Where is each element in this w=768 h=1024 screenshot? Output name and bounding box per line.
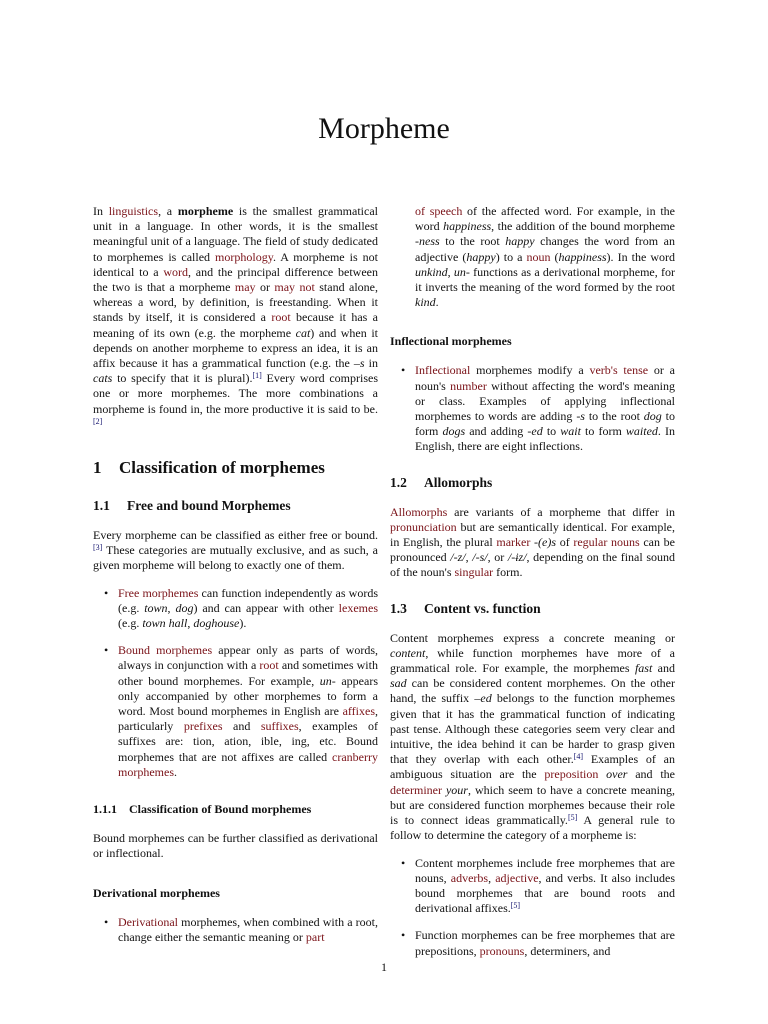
- bound-classification-paragraph: Bound morphemes can be further classified as derivational or inflectional.: [93, 831, 378, 861]
- left-column: [93, 204, 378, 945]
- link-pronouns[interactable]: pronouns: [479, 943, 525, 958]
- page-number: 1: [381, 960, 387, 974]
- link-inflectional[interactable]: Inflectional: [415, 363, 471, 378]
- list-item: • Function morphemes can be free morphemes that are prepositions, pronouns, determiners, and: [401, 928, 675, 958]
- link-bound-morphemes[interactable]: Bound morphemes: [118, 643, 213, 658]
- free-bound-paragraph: Every morpheme can be classified as either free or bound.[3] These categories are mutually exclusive, and as such, a given morpheme will belong to exactly one of them.: [93, 528, 378, 573]
- reference-5[interactable]: [5]: [510, 901, 521, 911]
- link-root[interactable]: root: [271, 310, 291, 325]
- right-column: [390, 204, 675, 959]
- bullet-icon: •: [401, 928, 406, 943]
- list-item: • Bound morphemes appear only as parts of words, always in conjunction with a root and sometimes with other bound morphemes. For example, un- appears only accompanied by other morphemes to form a word. Most bound morphemes in English are affixes, particularly prefixes and suffixes, examples of suffixes are: tion, ation, ible, ing, etc. Bound morphemes that are not affixes are called cranberry morphemes.: [104, 643, 379, 779]
- link-free-morphemes[interactable]: Free morphemes: [118, 585, 199, 600]
- reference-4[interactable]: [4]: [573, 752, 584, 762]
- link-part-of-speech-start[interactable]: part: [305, 929, 325, 944]
- link-linguistics[interactable]: linguistics: [108, 204, 159, 218]
- page-title: Morpheme: [318, 112, 450, 145]
- subsection-heading-content-function: 1.3 Content vs. function: [390, 600, 541, 616]
- derivational-continued-paragraph: of speech of the affected word. For example, in the word happiness, the addition of the bound morpheme -ness to the root happy changes the word from an adjective (happy) to a noun (happiness). In the word unkind, un- functions as a derivational morpheme, for it inverts the meaning of the word formed by the root kind.: [415, 204, 676, 310]
- link-pronunciation[interactable]: pronunciation: [390, 519, 457, 534]
- reference-3[interactable]: [3]: [93, 543, 103, 553]
- link-derivational[interactable]: Derivational: [118, 914, 178, 929]
- subsection-heading-allomorphs: 1.2 Allomorphs: [390, 474, 493, 490]
- section-heading-classification: 1 Classification of morphemes: [93, 458, 325, 478]
- list-item: • Free morphemes can function independently as words (e.g. town, dog) and can appear with other lexemes (e.g. town hall, doghouse).: [104, 585, 379, 631]
- allomorphs-paragraph: Allomorphs are variants of a morpheme that differ in pronunciation but are semantically identical. For example, in English, the plural marker -(e)s of regular nouns can be pronounced /-z/, /-s/, or /-ɨz/, depending on the final sound of the noun's singular form.: [390, 504, 676, 580]
- link-noun[interactable]: noun: [526, 249, 551, 264]
- subsubsection-heading-bound-classification: 1.1.1 Classification of Bound morphemes: [93, 802, 312, 817]
- link-determiner[interactable]: determiner: [390, 782, 442, 797]
- link-singular[interactable]: singular: [454, 565, 494, 580]
- link-verbs-tense[interactable]: verb's tense: [589, 363, 649, 378]
- link-prefixes[interactable]: prefixes: [183, 719, 223, 734]
- bullet-icon: •: [401, 363, 406, 378]
- subsection-heading-free-bound: 1.1 Free and bound Morphemes: [93, 498, 291, 514]
- link-may[interactable]: may: [234, 280, 256, 295]
- content-function-paragraph: Content morphemes express a concrete meaning or content, while function morphemes have more of a grammatical role. For example, the morphemes fast and sad can be considered content morphemes. On the other hand, the suffix –ed belongs to the function morphemes given that it has the grammatical function of indicating past tense. Although these categories seem very clear and intuitive, the idea behind it can be harder to grasp given that they overlap with each other.[4] Examples of an ambiguous situation are the preposition over and the determiner your, which seem to have a concrete meaning, but are considered function morphemes because their role is to connect ideas grammatically.[5] A general rule to follow to determine the category of a morpheme is:: [390, 630, 676, 843]
- link-preposition[interactable]: preposition: [544, 767, 599, 782]
- link-may-not[interactable]: may not: [274, 280, 315, 295]
- bullet-icon: •: [104, 643, 109, 658]
- bullet-icon: •: [104, 914, 109, 929]
- list-item: • Content morphemes include free morphemes that are nouns, adverbs, adjective, and verbs. It also includes bound morphemes that are bound roots and derivational affixes.[5]: [401, 855, 676, 916]
- bullet-icon: •: [104, 585, 109, 600]
- content-function-list: [390, 856, 675, 959]
- link-marker[interactable]: marker: [496, 535, 531, 550]
- link-morphology[interactable]: morphology: [215, 249, 273, 264]
- list-item: • Derivational morphemes, when combined with a root, change either the semantic meaning or part: [104, 914, 378, 944]
- link-allomorphs[interactable]: Allomorphs: [390, 504, 448, 519]
- inflectional-list: [390, 363, 675, 454]
- reference-2[interactable]: [2]: [93, 416, 103, 426]
- link-lexemes[interactable]: lexemes: [338, 600, 378, 615]
- paragraph-heading-derivational: Derivational morphemes: [93, 885, 220, 900]
- derivational-list: [93, 915, 378, 945]
- link-affixes[interactable]: affixes: [342, 704, 375, 719]
- list-item: • Inflectional morphemes modify a verb's tense or a noun's number without affecting the word's meaning or class. Examples of applying inflectional morphemes to words are adding -s to the root dog to form dogs and adding -ed to wait to form waited. In English, there are eight inflections.: [401, 363, 676, 454]
- reference-1[interactable]: [1]: [252, 371, 262, 381]
- bullet-icon: •: [401, 855, 406, 870]
- link-regular-nouns[interactable]: regular nouns: [573, 535, 640, 550]
- reference-5[interactable]: [5]: [567, 813, 578, 823]
- paragraph-heading-inflectional: Inflectional morphemes: [390, 334, 512, 349]
- link-number[interactable]: number: [450, 378, 487, 393]
- free-bound-list: [93, 586, 378, 780]
- link-root[interactable]: root: [259, 658, 279, 673]
- link-adverbs[interactable]: adverbs: [450, 870, 489, 885]
- intro-paragraph: In linguistics, a morpheme is the smallest grammatical unit in a language. In other words, it is the smallest meaningful unit of a language. The field of study dedicated to morphemes is called morphology. A morpheme is not identical to a word, and the principal difference between the two is that a morpheme may or may not stand alone, whereas a word, by definition, is freestanding. When it stands by itself, it is considered a root because it has a meaning of its own (e.g. the morpheme cat) and when it depends on another morpheme to express an idea, it is an affix because it has a grammatical function (e.g. the –s in cats to specify that it is plural).[1] Every word comprises one or more morphemes. The more combinations a morpheme is found in, the more productive it is said to be.[2]: [93, 204, 378, 426]
- link-suffixes[interactable]: suffixes: [260, 719, 299, 734]
- link-part-of-speech[interactable]: of speech: [415, 204, 463, 218]
- link-cranberry-morphemes[interactable]: cranberry morphemes: [118, 749, 378, 779]
- link-word[interactable]: word: [163, 264, 189, 279]
- link-adjective[interactable]: adjective: [495, 870, 539, 885]
